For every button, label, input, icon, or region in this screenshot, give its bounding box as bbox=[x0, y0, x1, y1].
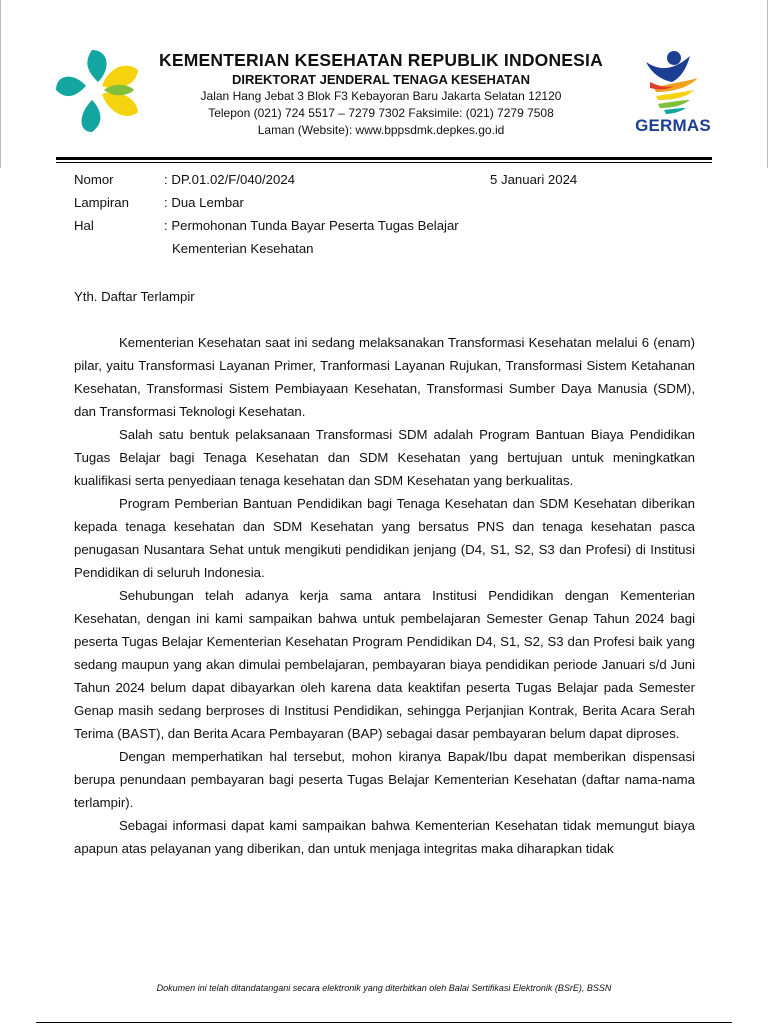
letterhead-website: Laman (Website): www.bppsdmk.depkes.go.id bbox=[257, 123, 505, 137]
lampiran-label: Lampiran bbox=[74, 195, 129, 210]
paragraph: Kementerian Kesehatan saat ini sedang melaksanakan Transformasi Kesehatan melalui 6 (enam) pilar, yaitu Transformasi Layanan Primer, Tranformasi Layanan Rujukan, Transformasi Sistem Ketahanan Kesehatan, Transformasi Sistem Pembiayaan Kesehatan, Transformasi Sumber Daya Manusia (SDM), dan Transformasi Teknologi Kesehatan. bbox=[74, 335, 695, 419]
nomor-label: Nomor bbox=[74, 172, 114, 187]
letterhead-rule-thick bbox=[56, 157, 712, 160]
directorate-name: DIREKTORAT JENDERAL TENAGA KESEHATAN bbox=[231, 72, 531, 87]
letter-body bbox=[74, 331, 695, 860]
letterhead bbox=[146, 50, 616, 139]
footer-rule bbox=[36, 1022, 732, 1023]
lampiran-value: : Dua Lembar bbox=[164, 195, 244, 210]
letter-date: 5 Januari 2024 bbox=[490, 172, 578, 187]
ministry-name: KEMENTERIAN KESEHATAN REPUBLIK INDONESIA bbox=[159, 50, 603, 70]
paragraph: Sehubungan telah adanya kerja sama antara Institusi Pendidikan dengan Kementerian Kesehatan, dengan ini kami sampaikan bahwa untuk pembelajaran Semester Genap Tahun 2024 bagi peserta Tugas Belajar Kementerian Kesehatan Program Pendidikan D4, S1, S2, S3 dan Profesi baik yang sedang maupun yang akan dimulai pembelajaran, pembayaran biaya pendidikan periode Januari s/d Juni Tahun 2024 belum dapat dibayarkan oleh karena data keaktifan peserta Tugas Belajar pada Semester Genap masih sedang berproses di Institusi Pendidikan, sehingga Perjanjian Kontrak, Berita Acara Serah Terima (BAST), dan Berita Acara Pembayaran (BAP) sebagai dasar pembayaran belum dapat diproses. bbox=[74, 588, 695, 741]
logo-petal-bottom bbox=[82, 100, 101, 132]
letterhead-phone: Telepon (021) 724 5517 – 7279 7302 Faksimile: (021) 7279 7508 bbox=[208, 106, 554, 120]
paragraph: Program Pemberian Bantuan Pendidikan bagi Tenaga Kesehatan dan SDM Kesehatan diberikan kepada tenaga kesehatan dan SDM Kesehatan yang bersatus PNS dan tenaga kesehatan pasca penugasan Nusantara Sehat untuk mengikuti pendidikan jenjang (D4, S1, S2, S3 dan Profesi) di Institusi Pendidikan di seluruh Indonesia. bbox=[74, 496, 695, 580]
page-edge-left bbox=[0, 0, 1, 168]
letterhead-rule-thin bbox=[56, 162, 712, 163]
paragraph: Salah satu bentuk pelaksanaan Transformasi SDM adalah Program Bantuan Biaya Pendidikan Tugas Belajar bagi Tenaga Kesehatan dan SDM Kesehatan yang bertujuan untuk meningkatkan kualifikasi serta penyediaan tenaga kesehatan dan SDM Kesehatan yang berkualitas. bbox=[74, 427, 695, 488]
salutation: Yth. Daftar Terlampir bbox=[74, 289, 195, 304]
kemenkes-logo-icon bbox=[52, 46, 142, 136]
logo-petal-top bbox=[87, 50, 106, 82]
logo-petal-left bbox=[56, 77, 86, 96]
paragraph: Sebagai informasi dapat kami sampaikan bahwa Kementerian Kesehatan tidak memungut biaya apapun atas pelayanan yang diberikan, dan untuk menjaga integritas maka diharapkan tidak bbox=[74, 818, 695, 856]
logo-petal-right-bottom bbox=[102, 93, 138, 116]
hal-value-line1: : Permohonan Tunda Bayar Peserta Tugas Belajar bbox=[164, 218, 459, 233]
nomor-value: : DP.01.02/F/040/2024 bbox=[164, 172, 295, 187]
germas-wordmark: GERMAS bbox=[635, 116, 711, 135]
paragraph: Dengan memperhatikan hal tersebut, mohon kiranya Bapak/Ibu dapat memberikan dispensasi berupa penundaan pembayaran bagi peserta Tugas Belajar Kementerian Kesehatan (daftar nama-nama terlampir). bbox=[74, 749, 695, 810]
germas-figure-icon bbox=[628, 48, 718, 116]
hal-label: Hal bbox=[74, 218, 94, 233]
hal-value-line2: Kementerian Kesehatan bbox=[172, 241, 314, 256]
e-signature-note: Dokumen ini telah ditandatangani secara elektronik yang diterbitkan oleh Balai Sertifikasi Elektronik (BSrE), BSSN bbox=[156, 983, 612, 993]
letterhead-address: Jalan Hang Jebat 3 Blok F3 Kebayoran Baru Jakarta Selatan 12120 bbox=[200, 89, 562, 103]
germas-logo bbox=[628, 48, 718, 140]
